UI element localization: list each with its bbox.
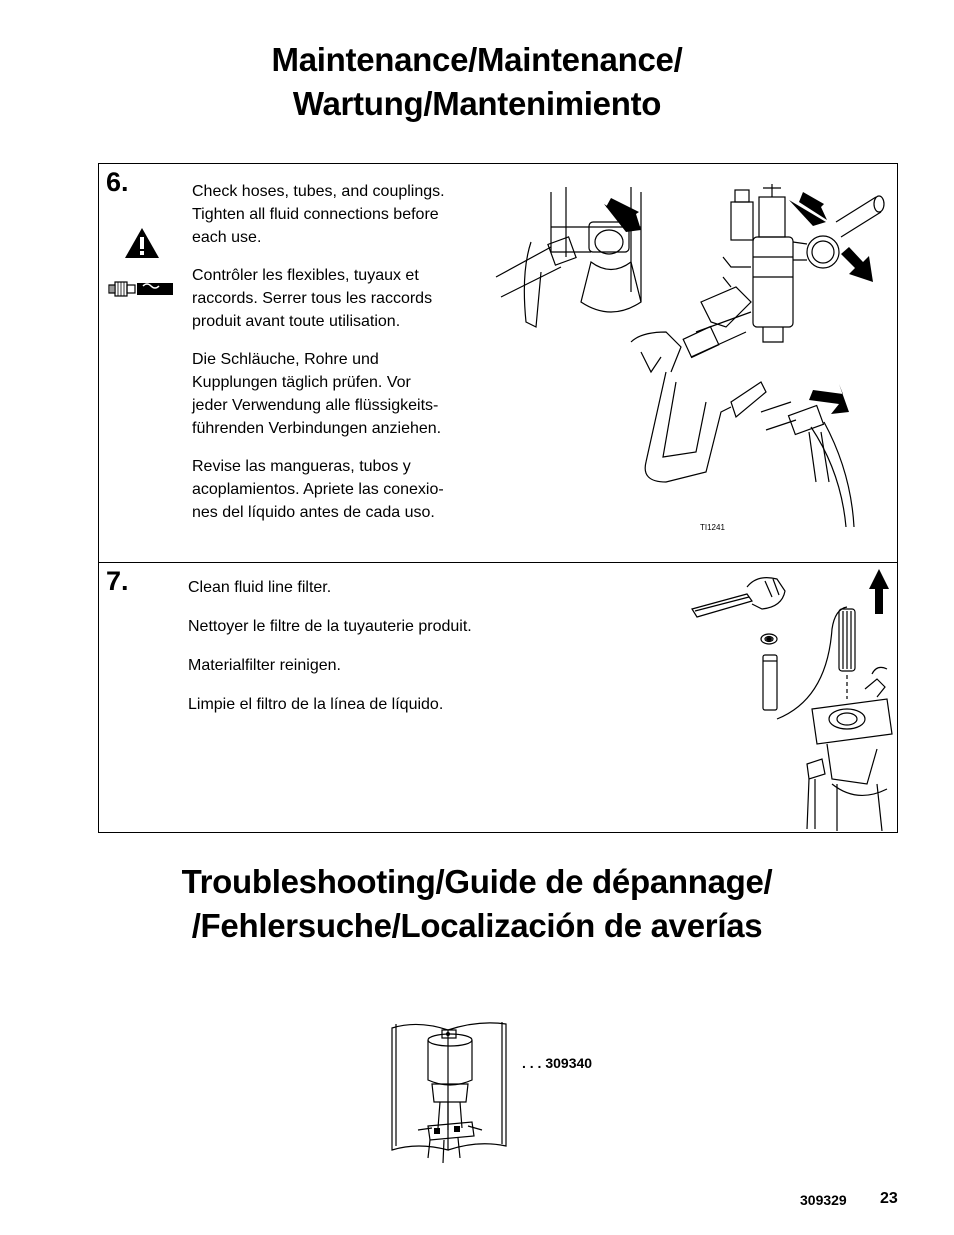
step-7-text-es: Limpie el filtro de la línea de líquido. [188, 696, 444, 713]
footer-doc-number: 309329 [800, 1192, 847, 1208]
troubleshooting-title [0, 860, 954, 948]
troubleshooting-title-line2: /Fehlersuche/Localización de averías [191, 907, 763, 944]
step-6-text-es: Revise las mangueras, tubos y acoplamientos. Apriete las conexio- nes del líquido antes de cada uso. [192, 458, 444, 521]
filter-cleaning-illustration [687, 569, 897, 831]
troubleshooting-title-line1: Troubleshooting/Guide de dépannage/ [181, 863, 773, 900]
maintenance-title-line2: Wartung/Mantenimiento [292, 85, 662, 122]
step-7-text-en: Clean fluid line filter. [188, 579, 332, 596]
step-7-text-de: Materialfilter reinigen. [188, 657, 341, 674]
fluid-fitting-icon [107, 278, 175, 300]
step-6-text-en: Check hoses, tubes, and couplings. Tighten all fluid connections before each use. [192, 183, 445, 246]
step-6-text-fr: Contrôler les flexibles, tuyaux et raccords. Serrer tous les raccords produit avant toute utilisation. [192, 267, 433, 330]
maintenance-title [0, 38, 954, 126]
step-6-number: 6. [106, 167, 129, 197]
step-7-number: 7. [106, 566, 129, 596]
footer-page-number: 23 [880, 1190, 898, 1207]
step-6-text-de: Die Schläuche, Rohre und Kupplungen täglich prüfen. Vor jeder Verwendung alle flüssigkeits- führenden Verbindungen anziehen. [192, 351, 442, 437]
step-7-text-fr: Nettoyer le filtre de la tuyauterie produit. [188, 618, 472, 635]
step-6-box [98, 163, 898, 563]
figure-id: TI1241 [700, 523, 725, 532]
manual-reference: . . . 309340 [522, 1055, 593, 1071]
step-7-box [98, 562, 898, 833]
manual-book-icon [388, 1018, 512, 1168]
hose-connections-illustration [491, 182, 891, 532]
warning-icon [123, 226, 161, 260]
maintenance-title-line1: Maintenance/Maintenance/ [271, 41, 683, 78]
